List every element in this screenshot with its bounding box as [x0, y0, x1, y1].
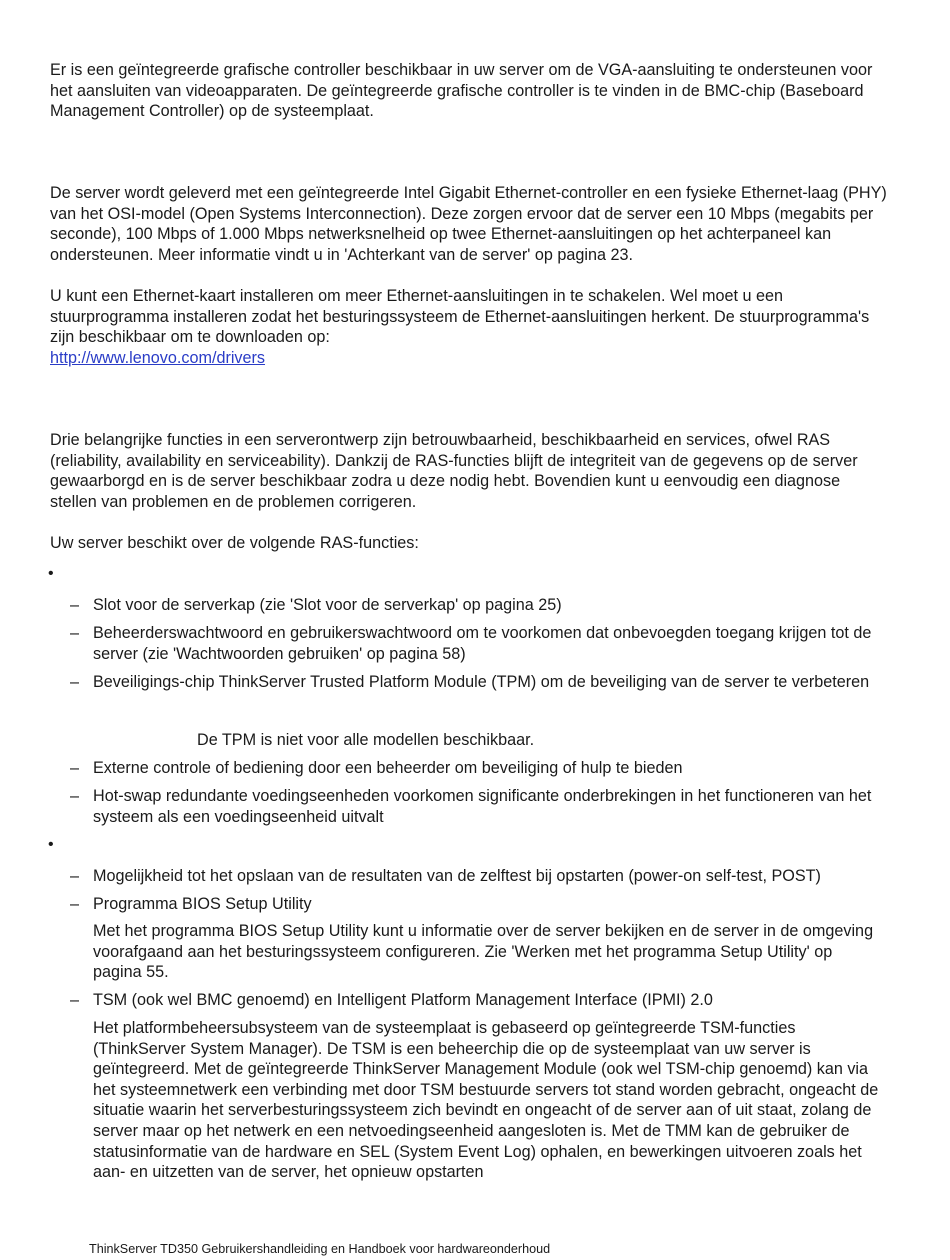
bios-description: Met het programma BIOS Setup Utility kunt u informatie over de server bekijken en de server in de omgeving voorafgaand aan het besturingssysteem configureren. Zie 'Werken met het programma Setup Utility' op pagina 55.: [93, 922, 874, 982]
list-item-text: TSM (ook wel BMC genoemd) en Intelligent Platform Management Interface (IPMI) 2.0: [93, 991, 713, 1009]
list-item: [70, 894, 885, 915]
ras-intro: Uw server beschikt over de volgende RAS-functies:: [50, 534, 419, 552]
list-item: [70, 672, 885, 693]
list-item-text: Slot voor de serverkap (zie 'Slot voor de serverkap' op pagina 25): [93, 596, 562, 614]
list-item: [70, 990, 885, 1011]
list-item: [70, 866, 885, 887]
ethernet-paragraph-2: U kunt een Ethernet-kaart installeren om meer Ethernet-aansluitingen in te schakelen. Wel moet u een stuurprogramma installeren zodat het besturingssysteem de Ethernet-aansluitingen herkent. De stuurprogramma's zijn beschikbaar om te downloaden op:: [50, 287, 870, 347]
dash-marker: –: [70, 867, 80, 885]
list-item-text: Beheerderswachtwoord en gebruikerswachtwoord om te voorkomen dat onbevoegden toegang krijgen tot de server (zie 'Wachtwoorden gebruiken' op pagina 58): [93, 624, 872, 663]
dash-marker: –: [70, 624, 80, 642]
tpm-note: De TPM is niet voor alle modellen beschikbaar.: [197, 731, 535, 749]
tsm-description: Het platformbeheersubsysteem van de systeemplaat is gebaseerd op geïntegreerde TSM-functies (ThinkServer System Manager). De TSM is een beheerchip die op de systeemplaat van uw server is geïntegreerd. Met de geïntegreerde ThinkServer Management Module (ook wel TSM-chip genoemd) kan via het systeemnetwerk een verbinding met door TSM bestuurde servers tot stand worden gebracht, ongeacht de situatie waarin het serverbesturingssysteem zich bevindt en ongeacht of de server aan of uit staat, zolang de server maar op het netwerk en een netvoedingseenheid aangesloten is. Met de TMM kan de gebruiker de statusinformatie van de hardware en SEL (System Event Log) ophalen, en bewerkingen uitvoeren zoals het aan- en uitzetten van de server, het opnieuw opstarten: [93, 1019, 879, 1182]
list-item: [70, 758, 885, 779]
list-item-text: Externe controle of bediening door een beheerder om beveiliging of hulp te bieden: [93, 759, 683, 777]
ethernet-paragraph-2-block: [50, 286, 890, 368]
dash-marker: –: [70, 673, 80, 691]
list-item-text: Hot-swap redundante voedingseenheden voorkomen significante onderbrekingen in het functioneren van het systeem als een voedingseenheid uitvalt: [93, 787, 872, 826]
dash-marker: –: [70, 596, 80, 614]
ethernet-paragraph-1: De server wordt geleverd met een geïntegreerde Intel Gigabit Ethernet-controller en een fysieke Ethernet-laag (PHY) van het OSI-model (Open Systems Interconnection). Deze zorgen ervoor dat de server een 10 Mbps (megabits per seconde), 100 Mbps of 1.000 Mbps netwerksnelheid op twee Ethernet-aansluitingen op het achterpaneel kan ondersteunen. Meer informatie vindt u in 'Achterkant van de server' op pagina 23.: [50, 184, 887, 264]
list-item-text: Programma BIOS Setup Utility: [93, 895, 312, 913]
dash-marker: –: [70, 759, 80, 777]
dash-marker: –: [70, 787, 80, 805]
page-footer: ThinkServer TD350 Gebruikershandleiding en Handboek voor hardwareonderhoud: [89, 1242, 551, 1256]
list-item: [70, 595, 885, 616]
list-item-text: Beveiligings-chip ThinkServer Trusted Platform Module (TPM) om de beveiliging van de server te verbeteren: [93, 673, 870, 691]
list-item: [70, 786, 885, 827]
list-item: [70, 623, 885, 664]
ras-paragraph: Drie belangrijke functies in een serverontwerp zijn betrouwbaarheid, beschikbaarheid en services, ofwel RAS (reliability, availability en serviceability). Dankzij de RAS-functies blijft de integriteit van de gegevens op de server gewaarborgd en is de server beschikbaar zodra u deze nodig hebt. Bovendien kunt u eenvoudig een diagnose stellen van problemen en de problemen corrigeren.: [50, 431, 858, 511]
bullet-management: •: [48, 836, 54, 853]
bullet-security: •: [48, 565, 54, 582]
dash-marker: –: [70, 991, 80, 1009]
drivers-link[interactable]: http://www.lenovo.com/drivers: [50, 348, 266, 367]
dash-marker: –: [70, 895, 80, 913]
list-item-text: Mogelijkheid tot het opslaan van de resultaten van de zelftest bij opstarten (power-on self-test, POST): [93, 867, 821, 885]
video-paragraph: Er is een geïntegreerde grafische controller beschikbaar in uw server om de VGA-aansluiting te ondersteunen voor het aansluiten van videoapparaten. De geïntegreerde grafische controller is te vinden in de BMC-chip (Baseboard Management Controller) op de systeemplaat.: [50, 61, 873, 121]
